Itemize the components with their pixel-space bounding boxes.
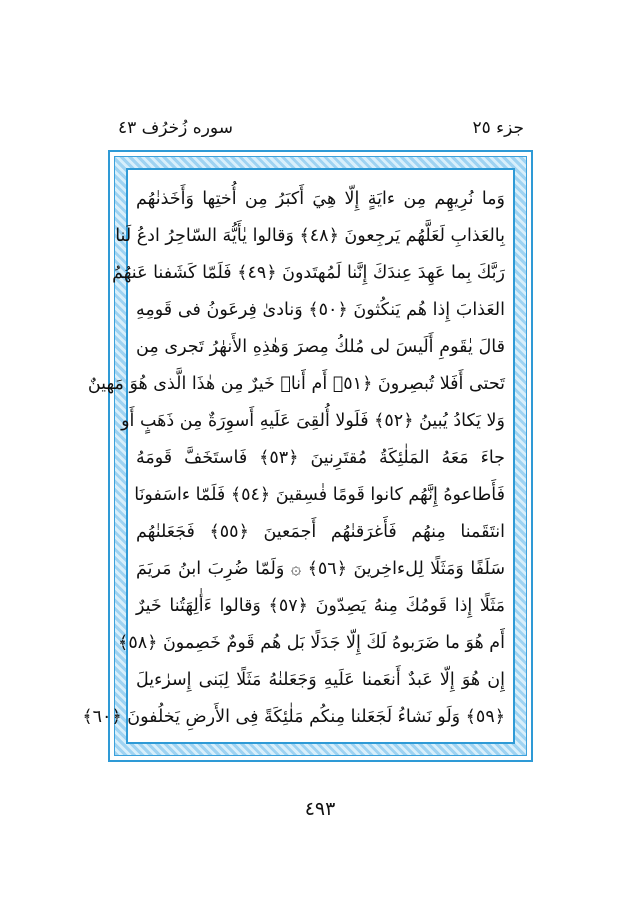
text-line-2: بِالعَذابِ لَعَلَّهُم يَرجِعونَ ﴿٤٨﴾ وَقالوا يٰأَيُّهَ السّاحِرُ ادعُ لَنا [115, 226, 505, 246]
quran-text-block [82, 180, 506, 734]
juz-label: جزء ٢٥ [472, 118, 524, 138]
text-line-10: انتَقَمنا مِنهُم فَأَغرَقنٰهُم أَجمَعينَ ﴿٥٥﴾ فَجَعَلنٰهُم [136, 522, 505, 542]
text-line-1: وَما نُرِيهِم مِن ءايَةٍ إِلّا هِيَ أَكبَرُ مِن أُختِها وَأَخَذنٰهُم [136, 189, 505, 209]
text-line-13: أَم هُوَ ما ضَرَبوهُ لَكَ إِلّا جَدَلًا بَل هُم قَومٌ خَصِمونَ ﴿٥٨﴾ [118, 633, 505, 653]
text-line-4: العَذابَ إِذا هُم يَنكُثونَ ﴿٥٠﴾ وَنادىٰ فِرعَونُ فى قَومِهِ [136, 300, 506, 320]
page-header [118, 118, 524, 148]
text-line-14: إِن هُوَ إِلّا عَبدٌ أَنعَمنا عَلَيهِ وَجَعَلنٰهُ مَثَلًا لِبَنى إِسرٰءيلَ [136, 670, 505, 690]
text-line-3: رَبَّكَ بِما عَهِدَ عِندَكَ إِنَّنا لَمُهتَدونَ ﴿٤٩﴾ فَلَمّا كَشَفنا عَنهُمُ [112, 263, 505, 283]
text-panel [82, 168, 515, 744]
text-line-6: تَحتى أَفَلا تُبصِرونَ ﴿٥١﴾ أَم أَنا۠ خَيرٌ مِن هٰذَا الَّذى هُوَ مَهينٌ [87, 374, 505, 394]
text-line-15: ﴿٥٩﴾ وَلَو نَشاءُ لَجَعَلنا مِنكُم مَلٰئِكَةً فِى الأَرضِ يَخلُفونَ ﴿٦٠﴾ [82, 707, 505, 727]
surah-label: سوره زُخرُف ٤٣ [118, 118, 233, 138]
page-number: ٤٩٣ [304, 798, 336, 820]
ornamental-frame [82, 150, 533, 762]
text-line-8: جاءَ مَعَهُ المَلٰئِكَةُ مُقتَرِنينَ ﴿٥٣﴾ فَاستَخَفَّ قَومَهُ [136, 448, 505, 468]
text-line-12: مَثَلًا إِذا قَومُكَ مِنهُ يَصِدّونَ ﴿٥٧﴾ وَقالوا ءَأٰلِهَتُنا خَيرٌ [136, 596, 506, 616]
text-line-7: وَلا يَكادُ يُبينُ ﴿٥٢﴾ فَلَولا أُلقِىَ عَلَيهِ أَسوِرَةٌ مِن ذَهَبٍ أَو [121, 411, 505, 431]
text-line-5: قالَ يٰقَومِ أَلَيسَ لى مُلكُ مِصرَ وَهٰذِهِ الأَنهٰرُ تَجرى مِن [136, 337, 505, 357]
text-line-9: فَأَطاعوهُ إِنَّهُم كانوا قَومًا فٰسِقينَ ﴿٥٤﴾ فَلَمّا ءاسَفونَا [134, 485, 505, 505]
text-line-11: سَلَفًا وَمَثَلًا لِلءاخِرينَ ﴿٥٦﴾ ۞ وَلَمّا ضُرِبَ ابنُ مَريَمَ [136, 559, 505, 579]
